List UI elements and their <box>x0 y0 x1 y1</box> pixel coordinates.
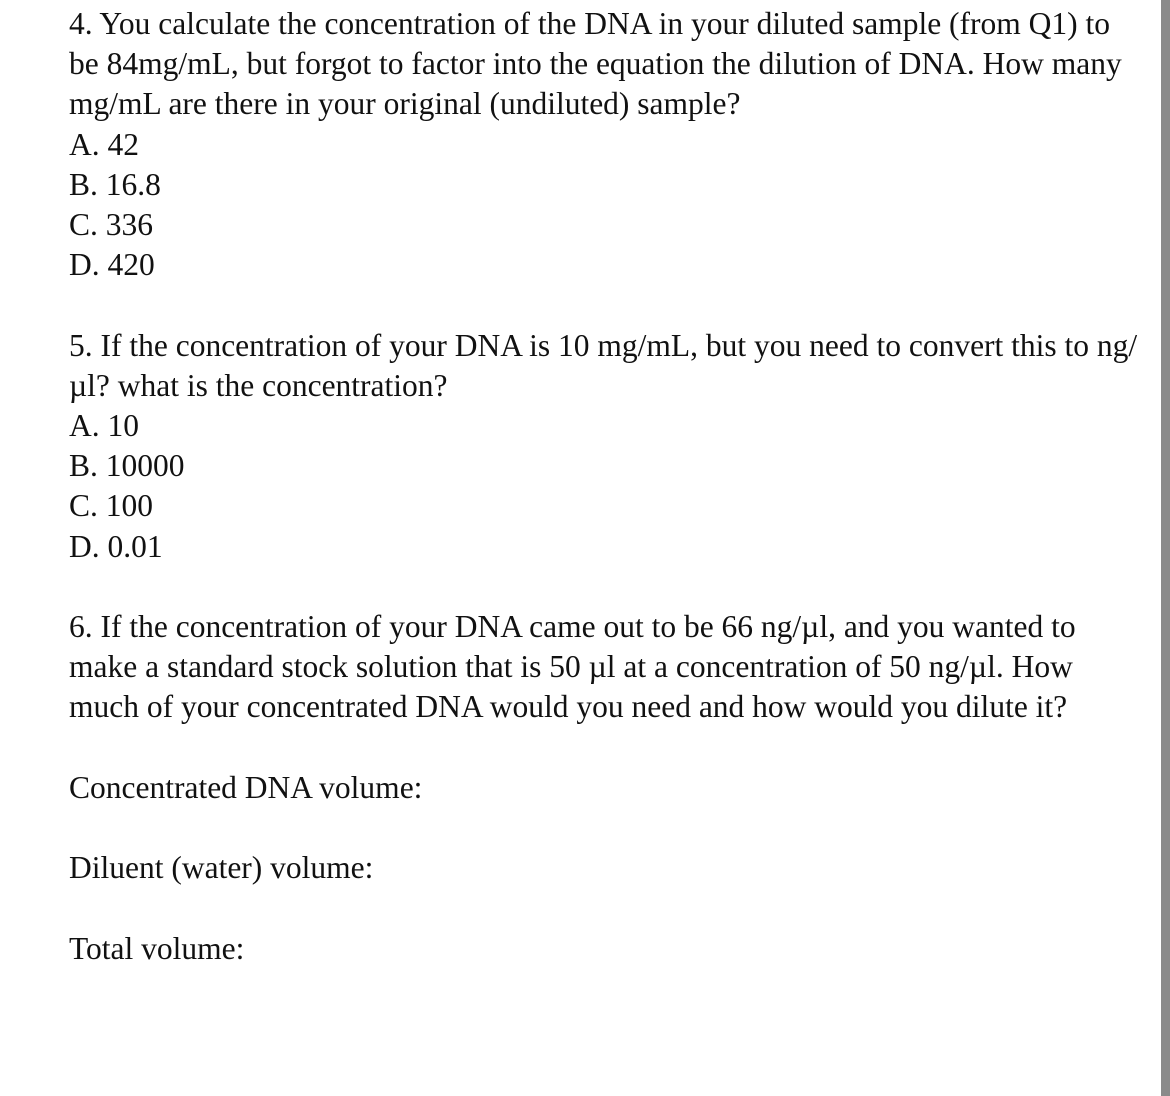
question-4 <box>69 4 1139 285</box>
question-5-option-c: C. 100 <box>69 488 154 524</box>
spacer <box>69 285 1139 325</box>
concentrated-dna-volume-label: Concentrated DNA volume: <box>69 769 423 805</box>
question-5-option-b: B. 10000 <box>69 448 185 484</box>
page-edge-bar <box>1161 0 1170 1096</box>
total-volume-label: Total volume: <box>69 930 245 966</box>
question-5-option-a: A. 10 <box>69 408 139 444</box>
question-4-option-a: A. 42 <box>69 126 139 162</box>
question-5-text: 5. If the concentration of your DNA is 10 mg/mL, but you need to convert this to ng/µl? what is the concentration? <box>69 327 1138 403</box>
question-4-option-c: C. 336 <box>69 207 154 243</box>
spacer <box>69 888 1139 928</box>
question-6 <box>69 607 1139 969</box>
document-page <box>69 4 1139 969</box>
spacer <box>69 808 1139 848</box>
question-5 <box>69 326 1139 567</box>
question-5-option-d: D. 0.01 <box>69 528 163 564</box>
question-4-option-b: B. 16.8 <box>69 166 161 202</box>
question-4-option-d: D. 420 <box>69 247 155 283</box>
spacer <box>69 567 1139 607</box>
question-6-text: 6. If the concentration of your DNA came out to be 66 ng/µl, and you wanted to make a standard stock solution that is 50 µl at a concentration of 50 ng/µl. How much of your concentrated DNA would you need and how would you dilute it? <box>69 609 1076 725</box>
diluent-volume-label: Diluent (water) volume: <box>69 850 374 886</box>
spacer <box>69 728 1139 768</box>
question-4-text: 4. You calculate the concentration of the DNA in your diluted sample (from Q1) to be 84mg/mL, but forgot to factor into the equation the dilution of DNA. How many mg/mL are there in your original (undiluted) sample? <box>69 6 1122 122</box>
